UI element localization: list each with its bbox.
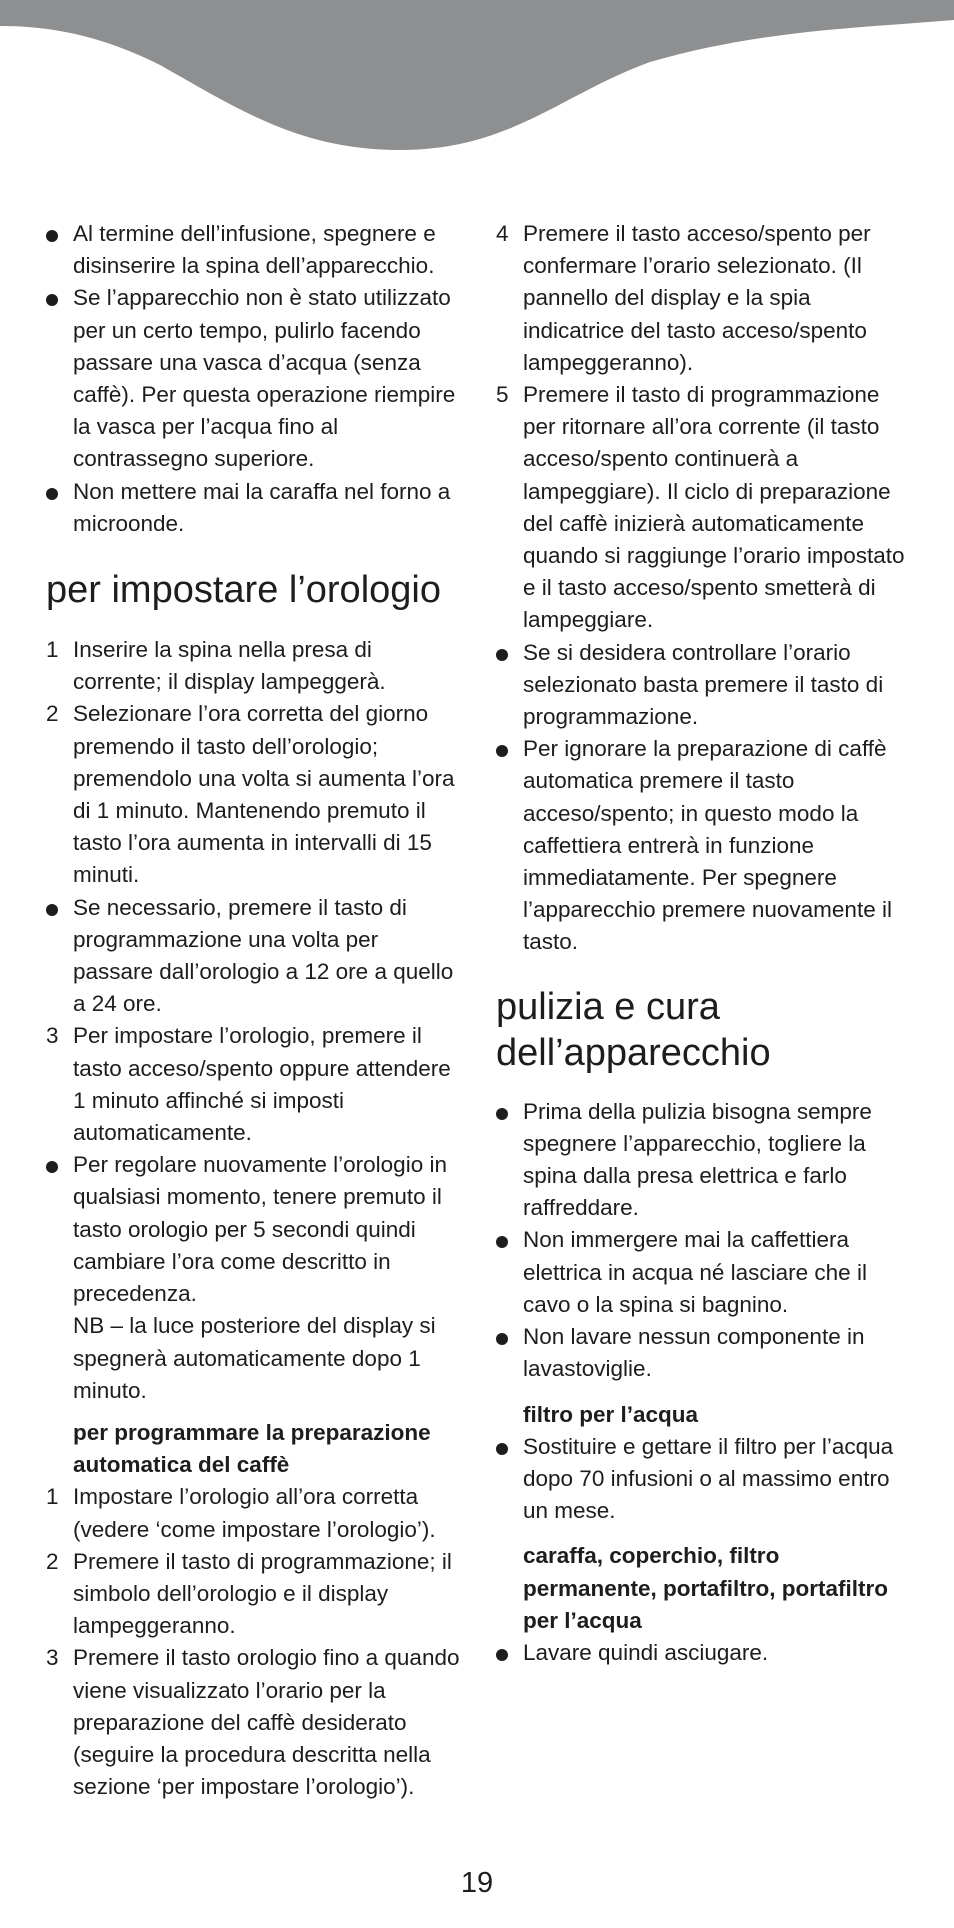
list-item: 4 Premere il tasto acceso/spento per confermare l’orario selezionato. (Il pannello del display e la spia indicatrice del tasto acceso/spento lampeggeranno). bbox=[496, 218, 916, 379]
step-number: 2 bbox=[46, 1548, 59, 1574]
bullet-icon bbox=[496, 1443, 508, 1455]
bullet-icon bbox=[496, 1333, 508, 1345]
step-number: 3 bbox=[46, 1645, 59, 1671]
bullet-icon bbox=[46, 1161, 58, 1173]
header-wave-decoration bbox=[0, 0, 954, 160]
section-heading-clock: per impostare l’orologio bbox=[46, 569, 441, 612]
subheading-carafe: caraffa, coperchio, filtro permanente, portafiltro, portafiltro per l’acqua bbox=[523, 1543, 889, 1633]
bullet-icon bbox=[496, 745, 508, 757]
clock-steps-list bbox=[46, 634, 464, 1407]
list-item: Al termine dell’infusione, spegnere e disinserire la spina dell’apparecchio. bbox=[46, 218, 464, 282]
list-item: 1 Inserire la spina nella presa di corrente; il display lampeggerà. bbox=[46, 634, 464, 698]
cleaning-bullet-list bbox=[496, 1096, 916, 1386]
list-item: Se necessario, premere il tasto di programmazione una volta per passare dall’orologio a 12 ore a quello a 24 ore. bbox=[46, 892, 464, 1021]
list-item: Per ignorare la preparazione di caffè automatica premere il tasto acceso/spento; in questo modo la caffettiera entrerà in funzione immediatamente. Per spegnere l’apparecchio premere nuovamente il tasto. bbox=[496, 733, 916, 958]
note-text: NB – la luce posteriore del display si spegnerà automaticamente dopo 1 minuto. bbox=[73, 1313, 436, 1403]
list-item: 3 Premere il tasto orologio fino a quando viene visualizzato l’orario per la preparazione del caffè desiderato (seguire la procedura descritta nella sezione ‘per impostare l’orologio’). bbox=[46, 1642, 464, 1803]
bullet-icon bbox=[46, 294, 58, 306]
subheading-auto-brew: per programmare la preparazione automatica del caffè bbox=[73, 1419, 431, 1478]
list-item: Se l’apparecchio non è stato utilizzato per un certo tempo, pulirlo facendo passare una vasca d’acqua (senza caffè). Per questa operazione riempire la vasca per l’acqua fino al contrassegno superiore. bbox=[46, 282, 464, 475]
left-column bbox=[46, 218, 464, 1803]
bullet-icon bbox=[496, 1649, 508, 1661]
list-item: Prima della pulizia bisogna sempre spegnere l’apparecchio, togliere la spina dalla presa elettrica e farlo raffreddare. bbox=[496, 1096, 916, 1225]
step-number: 1 bbox=[46, 1484, 59, 1510]
bullet-icon bbox=[496, 1108, 508, 1120]
step-number: 2 bbox=[46, 701, 59, 727]
list-item: 5 Premere il tasto di programmazione per ritornare all’ora corrente (il tasto acceso/spento continuerà a lampeggiare). Il ciclo di preparazione del caffè inizierà automaticamente quando si raggiunge l’orario impostato e il tasto acceso/spento smetterà di lampeggiare. bbox=[496, 379, 916, 637]
page-number: 19 bbox=[460, 1867, 494, 1899]
list-item: 2 Premere il tasto di programmazione; il simbolo dell’orologio e il display lampeggeranno. bbox=[46, 1546, 464, 1643]
list-item: Sostituire e gettare il filtro per l’acqua dopo 70 infusioni o al massimo entro un mese. bbox=[496, 1431, 916, 1528]
bullet-icon bbox=[496, 1236, 508, 1248]
list-item: Non mettere mai la caraffa nel forno a microonde. bbox=[46, 476, 464, 540]
step-number: 5 bbox=[496, 382, 509, 408]
intro-bullet-list bbox=[46, 218, 464, 540]
section-heading-cleaning: pulizia e cura dell’apparecchio bbox=[496, 985, 771, 1074]
list-item: Per regolare nuovamente l’orologio in qualsiasi momento, tenere premuto il tasto orologio per 5 secondi quindi cambiare l’ora come descritto in precedenza. bbox=[46, 1149, 464, 1310]
auto-steps-continued-list bbox=[496, 218, 916, 959]
filter-bullet-list bbox=[496, 1431, 916, 1528]
step-number: 1 bbox=[46, 637, 59, 663]
list-item: Non lavare nessun componente in lavastoviglie. bbox=[496, 1321, 916, 1385]
right-column bbox=[496, 218, 916, 1669]
auto-steps-list bbox=[46, 1481, 464, 1803]
subheading-water-filter: filtro per l’acqua bbox=[523, 1401, 699, 1427]
carafe-bullet-list bbox=[496, 1637, 916, 1669]
bullet-icon bbox=[46, 904, 58, 916]
list-item: 1 Impostare l’orologio all’ora corretta (vedere ‘come impostare l’orologio’). bbox=[46, 1481, 464, 1545]
list-item: Lavare quindi asciugare. bbox=[496, 1637, 916, 1669]
bullet-icon bbox=[496, 649, 508, 661]
list-item: Se si desidera controllare l’orario selezionato basta premere il tasto di programmazione. bbox=[496, 637, 916, 734]
bullet-icon bbox=[46, 488, 58, 500]
list-item: 3 Per impostare l’orologio, premere il tasto acceso/spento oppure attendere 1 minuto affinché si imposti automaticamente. bbox=[46, 1020, 464, 1149]
list-item: Non immergere mai la caffettiera elettrica in acqua né lasciare che il cavo o la spina si bagnino. bbox=[496, 1224, 916, 1321]
step-number: 3 bbox=[46, 1023, 59, 1049]
step-number: 4 bbox=[496, 221, 509, 246]
list-item: 2 Selezionare l’ora corretta del giorno premendo il tasto dell’orologio; premendolo una volta si aumenta l’ora di 1 minuto. Mantenendo premuto il tasto l’ora aumenta in intervalli di 15 minuti. bbox=[46, 698, 464, 891]
bullet-icon bbox=[46, 230, 58, 242]
